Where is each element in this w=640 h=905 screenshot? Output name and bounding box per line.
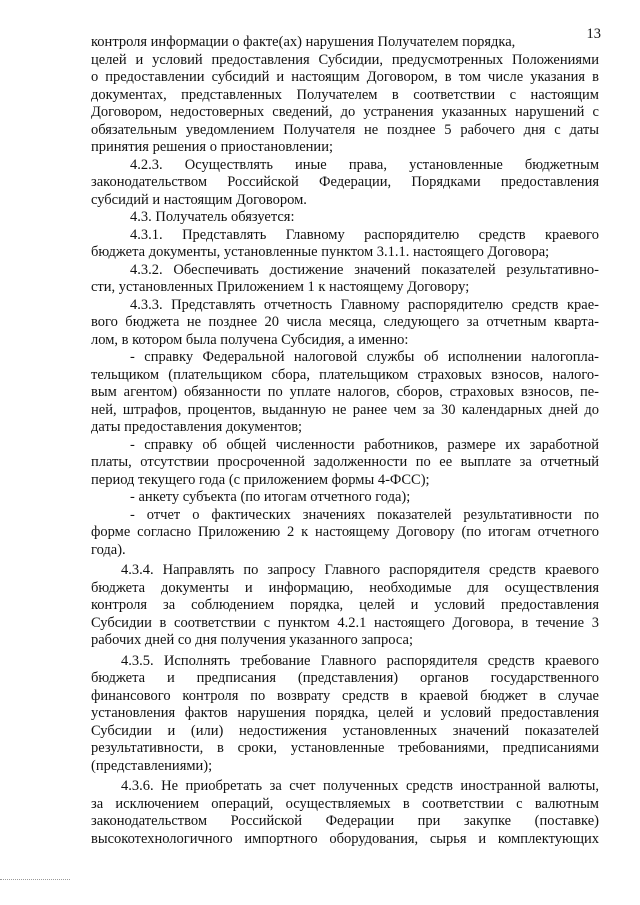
text-line: результативности, в сроки, установленные требованиями, предписаниями [91,740,599,756]
text-line: лом, в котором была получена Субсидия, а именно: [91,331,409,348]
text-line: Субсидии в соответствии с пунктом 4.2.1 настоящего Договора, в течение 3 [91,614,599,631]
text-line: принятия решения о приостановлении; [91,139,333,155]
text-line: целей и условий предоставления Субсидии, предусмотренных Положениями [91,51,599,68]
text-line: форме согласно Приложению 2 к настоящему Договору (по итогам отчетного [91,524,599,540]
text-line: бюджета документы и информацию, необходимые для осуществления [91,579,599,596]
page-number: 13 [586,26,601,42]
text-line: законодательством Российской Федерации при закупке (поставке) [91,813,599,829]
text-line: документах, представленных Получателем в соответствии с настоящим [91,86,599,103]
text-line: 4.3.2. Обеспечивать достижение значений показателей результативно- [130,261,599,278]
text-line: 4.3. Получатель обязуется: [130,209,295,225]
text-line: 4.3.6. Не приобретать за счет полученных средств иностранной валюты, [121,778,599,794]
text-line: обязательным уведомлением Получателя не позднее 5 рабочего дня с даты [91,121,599,138]
text-line: контроля информации о факте(ах) нарушения Получателем порядка, [91,34,516,50]
text-line: вого бюджета не позднее 20 числа месяца, следующего за отчетным кварта- [91,314,599,330]
text-line: сти, установленных Приложением 1 к настоящему Договору; [91,279,470,295]
text-line: за исключением операций, осуществляемых в соответствии с валютным [91,795,599,812]
document-body [91,34,599,848]
text-line: 4.2.3. Осуществлять иные права, установленные бюджетным [130,156,599,173]
text-line: платы, отсутствии просроченной задолженности по ее выплате за отчетный [91,454,599,470]
text-line: субсидий и настоящим Договором. [91,191,307,208]
text-line: законодательством Российской Федерации, Порядками предоставления [91,174,599,190]
text-line: 4.3.1. Представлять Главному распорядителю средств краевого [130,226,599,243]
text-line: тельщиком (плательщиком сбора, плательщиком страховых взносов, налого- [91,366,599,383]
text-line: 4.3.3. Представлять отчетность Главному распорядителю средств крае- [130,296,599,313]
text-line: высокотехнологичного импортного оборудования, сырья и комплектующих [91,830,599,847]
text-line: 4.3.4. Направлять по запросу Главного распорядителя средств краевого [121,562,599,578]
text-line: 4.3.5. Исполнять требование Главного распорядителя средств краевого [121,652,599,669]
text-line: даты предоставления документов; [91,419,303,435]
text-line: года). [91,541,126,558]
text-line: Договором, недостоверных сведений, до устранения указанных нарушений с [91,104,599,120]
text-line: бюджета и предписания (представления) органов государственного [91,670,599,686]
text-line: период текущего года (с приложением формы 4-ФСС); [91,471,430,488]
text-line: - справку Федеральной налоговой службы об исполнении налогопла- [130,349,599,365]
text-line: (представлениями); [91,757,213,774]
text-line: - справку об общей численности работников, размере их заработной [130,436,599,453]
text-line: - отчет о фактических значениях показателей результативности по [130,506,599,523]
text-line: контроля за соблюдением порядка, целей и условий предоставления [91,597,599,613]
text-line: рабочих дней со дня получения указанного запроса; [91,632,413,648]
text-line: вым агентом) обязанности по уплате налогов, сборов, страховых взносов, пе- [91,384,599,400]
text-line: ней, штрафов, процентов, выданную не ранее чем за 30 календарных дней до [91,401,599,418]
text-line: о предоставлении субсидий и настоящим Договором, в том числе указания в [91,69,599,85]
text-line: бюджета документы, установленные пунктом 3.1.1. настоящего Договора; [91,244,550,260]
text-line: - анкету субъекта (по итогам отчетного года); [130,489,411,505]
text-line: финансового контроля по возврату средств в краевой бюджет в случае [91,687,599,704]
text-line: установления фактов нарушения порядка, целей и условий предоставления [91,705,599,721]
scan-artifact-line [0,879,70,881]
text-line: Субсидии и (или) недостижения установленных значений показателей [91,722,599,739]
